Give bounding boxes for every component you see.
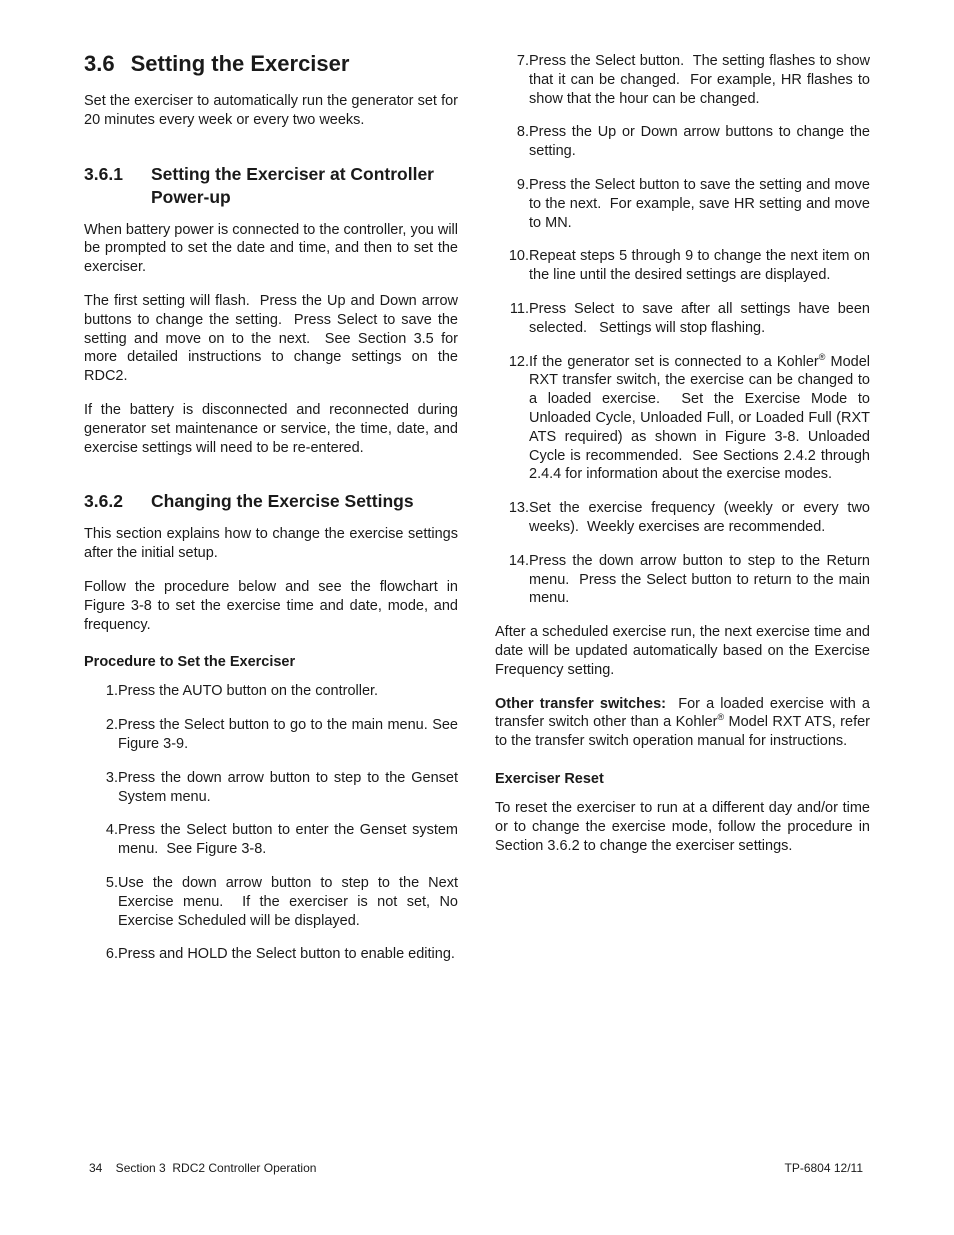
step-number: 5. <box>105 874 118 891</box>
other-switches-label: Other transfer switches: <box>495 695 666 712</box>
step-text-b: Model RXT transfer switch, the exercise can be changed to a loaded exercise. Set the Exercise Mode to Unloaded Cycle, Unloaded Full, or Loaded Full (RXT ATS required) as shown in Figure 3-8. Unloaded Cycle is recommended. See Sections 2.4.2 through 2.4.4 for information about the exercise modes. <box>529 353 875 483</box>
step-text: Press and HOLD the Select button to enable editing. <box>118 946 455 963</box>
step-number: 12. <box>508 353 529 370</box>
procedure-step <box>495 176 875 232</box>
step-number: 11. <box>509 300 529 317</box>
procedure-step <box>495 351 875 485</box>
procedure-steps-right <box>495 52 875 608</box>
step-text: Press the down arrow button to step to the Return menu. Press the Select button to return to the main menu. <box>529 552 875 607</box>
subsection-1-paragraph-1: When battery power is connected to the controller, you will be prompted to set the date and time, and then to set the exerciser. <box>84 221 463 276</box>
step-text: Press the Select button to enter the Genset system menu. See Figure 3-8. <box>118 822 463 858</box>
subsection-2-number: 3.6.2 <box>84 491 123 512</box>
registered-mark: ® <box>818 351 826 362</box>
section-title <box>84 50 458 78</box>
subsection-2-title-text: Changing the Exercise Settings <box>151 491 414 512</box>
subsection-1-paragraph-3: If the battery is disconnected and reconnected during generator set maintenance or service, the time, date, and exercise settings will need to be re-entered. <box>84 401 463 456</box>
step-number: 3. <box>105 769 118 786</box>
step-text: Press the AUTO button on the controller. <box>118 683 379 700</box>
left-column <box>84 46 463 979</box>
procedure-step <box>84 682 458 701</box>
step-text: Press the Select button to save the setting and move to the next. For example, save HR setting and move to MN. <box>529 176 875 231</box>
step-number: 7. <box>516 53 529 69</box>
other-switches-paragraph <box>495 695 875 751</box>
section-number: 3.6 <box>84 51 115 76</box>
procedure-step <box>495 499 875 537</box>
step-number: 4. <box>105 822 118 839</box>
step-number: 1. <box>105 683 118 700</box>
procedure-step <box>84 716 463 754</box>
subsection-1-title-text: Setting the Exerciser at Controller Power-up <box>151 163 434 207</box>
procedure-step <box>495 300 875 338</box>
subsection-2-paragraph-1: This section explains how to change the exercise settings after the initial setup. <box>84 526 463 562</box>
footer-left: 34 Section 3 RDC2 Controller Operation <box>89 1161 317 1175</box>
procedure-step <box>84 874 463 930</box>
step-text: Press the Select button. The setting flashes to show that it can be changed. For example, HR flashes to show that the hour can be changed. <box>529 53 875 107</box>
section-title-text: Setting the Exerciser <box>130 51 350 76</box>
right-column <box>495 52 875 870</box>
step-text: Repeat steps 5 through 9 to change the next item on the line until the desired settings are displayed. <box>529 248 875 284</box>
footer-right: TP-6804 12/11 <box>784 1161 863 1175</box>
procedure-step <box>495 247 875 285</box>
reset-heading: Exerciser Reset <box>495 770 604 787</box>
step-text <box>529 351 875 485</box>
reset-paragraph: To reset the exerciser to run at a different day and/or time or to change the exercise mode, follow the procedure in Section 3.6.2 to change the exerciser settings. <box>495 799 875 854</box>
procedure-step <box>84 821 463 859</box>
procedure-steps-left <box>84 682 463 964</box>
step-number: 9. <box>516 176 529 193</box>
subsection-1-number: 3.6.1 <box>84 163 123 184</box>
procedure-step <box>495 52 875 108</box>
procedure-step <box>84 945 458 964</box>
section-intro: Set the exerciser to automatically run the generator set for 20 minutes every week or every two weeks. <box>84 93 463 128</box>
step-number: 8. <box>516 124 529 141</box>
step-text: Press the down arrow button to step to the Genset System menu. <box>118 769 463 805</box>
other-switches-text-a: For a loaded exercise with a transfer switch other than a Kohler <box>495 695 875 731</box>
other-switches-text-b: Model RXT ATS, refer to the transfer switch operation manual for instructions. <box>495 714 875 750</box>
procedure-step <box>84 769 463 807</box>
step-text: Set the exercise frequency (weekly or every two weeks). Weekly exercises are recommended. <box>529 500 875 535</box>
procedure-heading: Procedure to Set the Exerciser <box>84 654 296 671</box>
step-number: 14. <box>508 552 529 569</box>
step-text: Press Select to save after all settings have been selected. Settings will stop flashing. <box>529 300 875 336</box>
procedure-step <box>495 552 875 608</box>
subsection-2-title <box>84 490 458 513</box>
procedure-step <box>495 123 875 161</box>
subsection-2-paragraph-2: Follow the procedure below and see the flowchart in Figure 3-8 to set the exercise time and date, mode, and frequency. <box>84 578 463 633</box>
step-text: Press the Up or Down arrow buttons to change the setting. <box>529 124 875 160</box>
step-text: Use the down arrow button to step to the Next Exercise menu. If the exerciser is not set, No Exercise Scheduled will be displayed. <box>118 874 463 929</box>
step-text: Press the Select button to go to the main menu. See Figure 3-9. <box>118 717 463 752</box>
step-number: 13. <box>508 500 529 517</box>
step-number: 6. <box>105 946 118 963</box>
subsection-1-paragraph-2: The first setting will flash. Press the Up and Down arrow buttons to change the setting. Press Select to save the setting and move on to the next. See Section 3.5 for more detailed instructions to change settings on the RDC2. <box>84 292 463 385</box>
subsection-1-title <box>84 163 458 209</box>
step-text-a: If the generator set is connected to a Kohler <box>529 353 819 370</box>
step-number: 10. <box>508 248 529 265</box>
registered-mark: ® <box>717 712 725 723</box>
after-run-paragraph: After a scheduled exercise run, the next exercise time and date will be updated automatically based on the Exercise Frequency setting. <box>495 624 875 678</box>
step-number: 2. <box>105 717 118 734</box>
